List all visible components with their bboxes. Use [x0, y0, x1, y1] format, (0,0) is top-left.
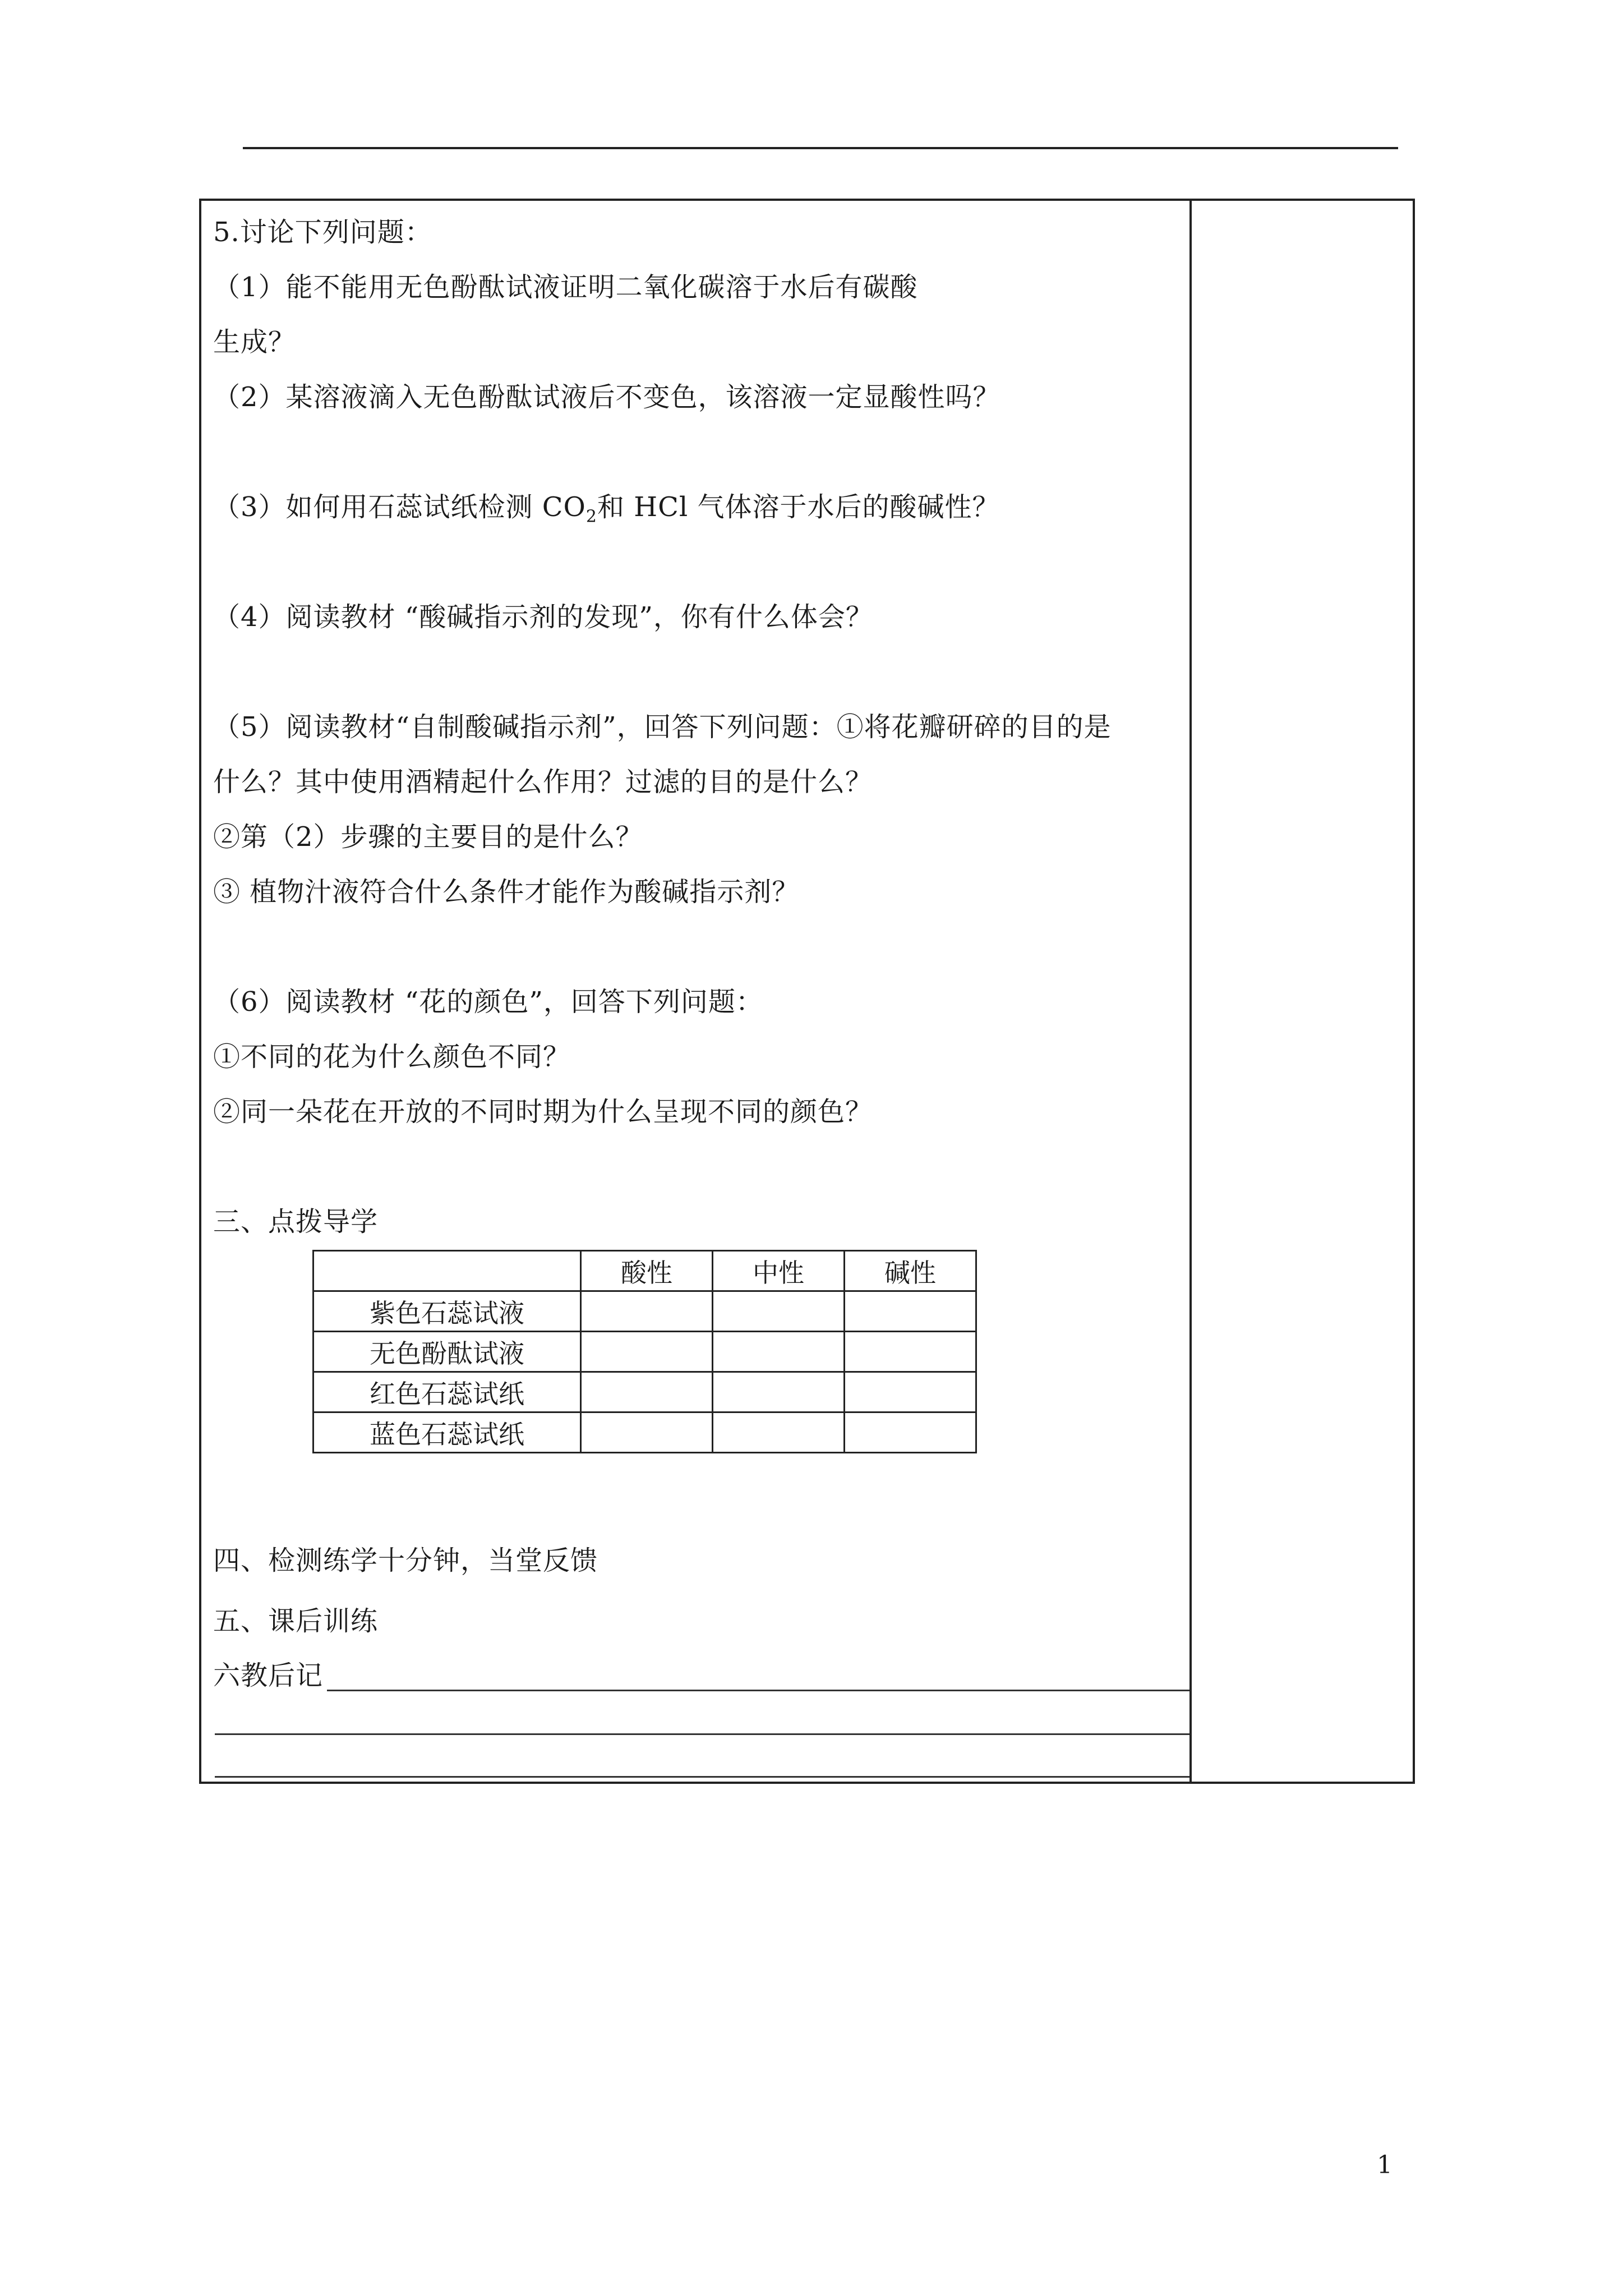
table-row [313, 1412, 976, 1453]
question-2: （2）某溶液滴入无色酚酞试液后不变色，该溶液一定显酸性吗？ [213, 381, 1000, 413]
section-4-title: 四、检测练学十分钟，当堂反馈 [213, 1545, 598, 1576]
answer-cell [845, 1412, 976, 1453]
section-5-title: 五、课后训练 [213, 1605, 379, 1637]
header-rule [243, 147, 1398, 149]
header-cell-acidic: 酸性 [581, 1251, 713, 1291]
answer-cell [713, 1332, 845, 1372]
table-row [313, 1372, 976, 1412]
notes-column-divider [1189, 199, 1192, 1784]
question-3 [213, 490, 1000, 527]
header-cell-alkaline: 碱性 [845, 1251, 976, 1291]
discussion-heading: 5.讨论下列问题： [213, 217, 432, 248]
question-1-line-2: 生成？ [213, 326, 296, 358]
indicator-name: 紫色石蕊试液 [313, 1291, 581, 1332]
question-3-text-a: （3）如何用石蕊试纸检测 CO [213, 491, 586, 523]
answer-cell [713, 1372, 845, 1412]
answer-cell [581, 1291, 713, 1332]
answer-cell [713, 1291, 845, 1332]
answer-cell [845, 1372, 976, 1412]
question-6-line-1: （6）阅读教材 “花的颜色”，回答下列问题： [213, 986, 763, 1018]
answer-cell [845, 1291, 976, 1332]
indicator-name: 无色酚酞试液 [313, 1332, 581, 1372]
question-5-line-3: ②第（2）步骤的主要目的是什么？ [213, 821, 643, 853]
answer-cell [713, 1412, 845, 1453]
question-6-line-2: ①不同的花为什么颜色不同？ [213, 1041, 571, 1073]
reflection-write-line-3[interactable] [215, 1776, 1189, 1778]
indicator-table-header-row [313, 1251, 976, 1291]
question-5-line-4: ③ 植物汁液符合什么条件才能作为酸碱指示剂？ [213, 876, 800, 908]
section-6-title: 六教后记 [213, 1660, 324, 1691]
question-3-text-b: 和 HCl 气体溶于水后的酸碱性？ [597, 491, 1000, 523]
section-3-title: 三、点拨导学 [213, 1206, 379, 1237]
answer-cell [845, 1332, 976, 1372]
reflection-write-line-2[interactable] [215, 1733, 1189, 1735]
indicator-name: 红色石蕊试纸 [313, 1372, 581, 1412]
answer-cell [581, 1332, 713, 1372]
header-cell-blank [313, 1251, 581, 1291]
table-row [313, 1291, 976, 1332]
answer-cell [581, 1372, 713, 1412]
reflection-write-line-1[interactable] [327, 1690, 1189, 1691]
question-1-line-1: （1）能不能用无色酚酞试液证明二氧化碳溶于水后有碳酸 [213, 272, 918, 303]
question-4: （4）阅读教材 “酸碱指示剂的发现”，你有什么体会？ [213, 601, 873, 633]
indicator-name: 蓝色石蕊试纸 [313, 1412, 581, 1453]
question-5-line-1: （5）阅读教材“自制酸碱指示剂”，回答下列问题：①将花瓣研碎的目的是 [213, 711, 1112, 743]
question-3-subscript: 2 [585, 507, 597, 527]
indicator-table [312, 1250, 977, 1453]
question-6-line-3: ②同一朵花在开放的不同时期为什么呈现不同的颜色？ [213, 1096, 873, 1128]
question-5-line-2: 什么？其中使用酒精起什么作用？过滤的目的是什么？ [213, 766, 873, 798]
page-number: 1 [1377, 2151, 1393, 2179]
header-cell-neutral: 中性 [713, 1251, 845, 1291]
table-row [313, 1332, 976, 1372]
answer-cell [581, 1412, 713, 1453]
